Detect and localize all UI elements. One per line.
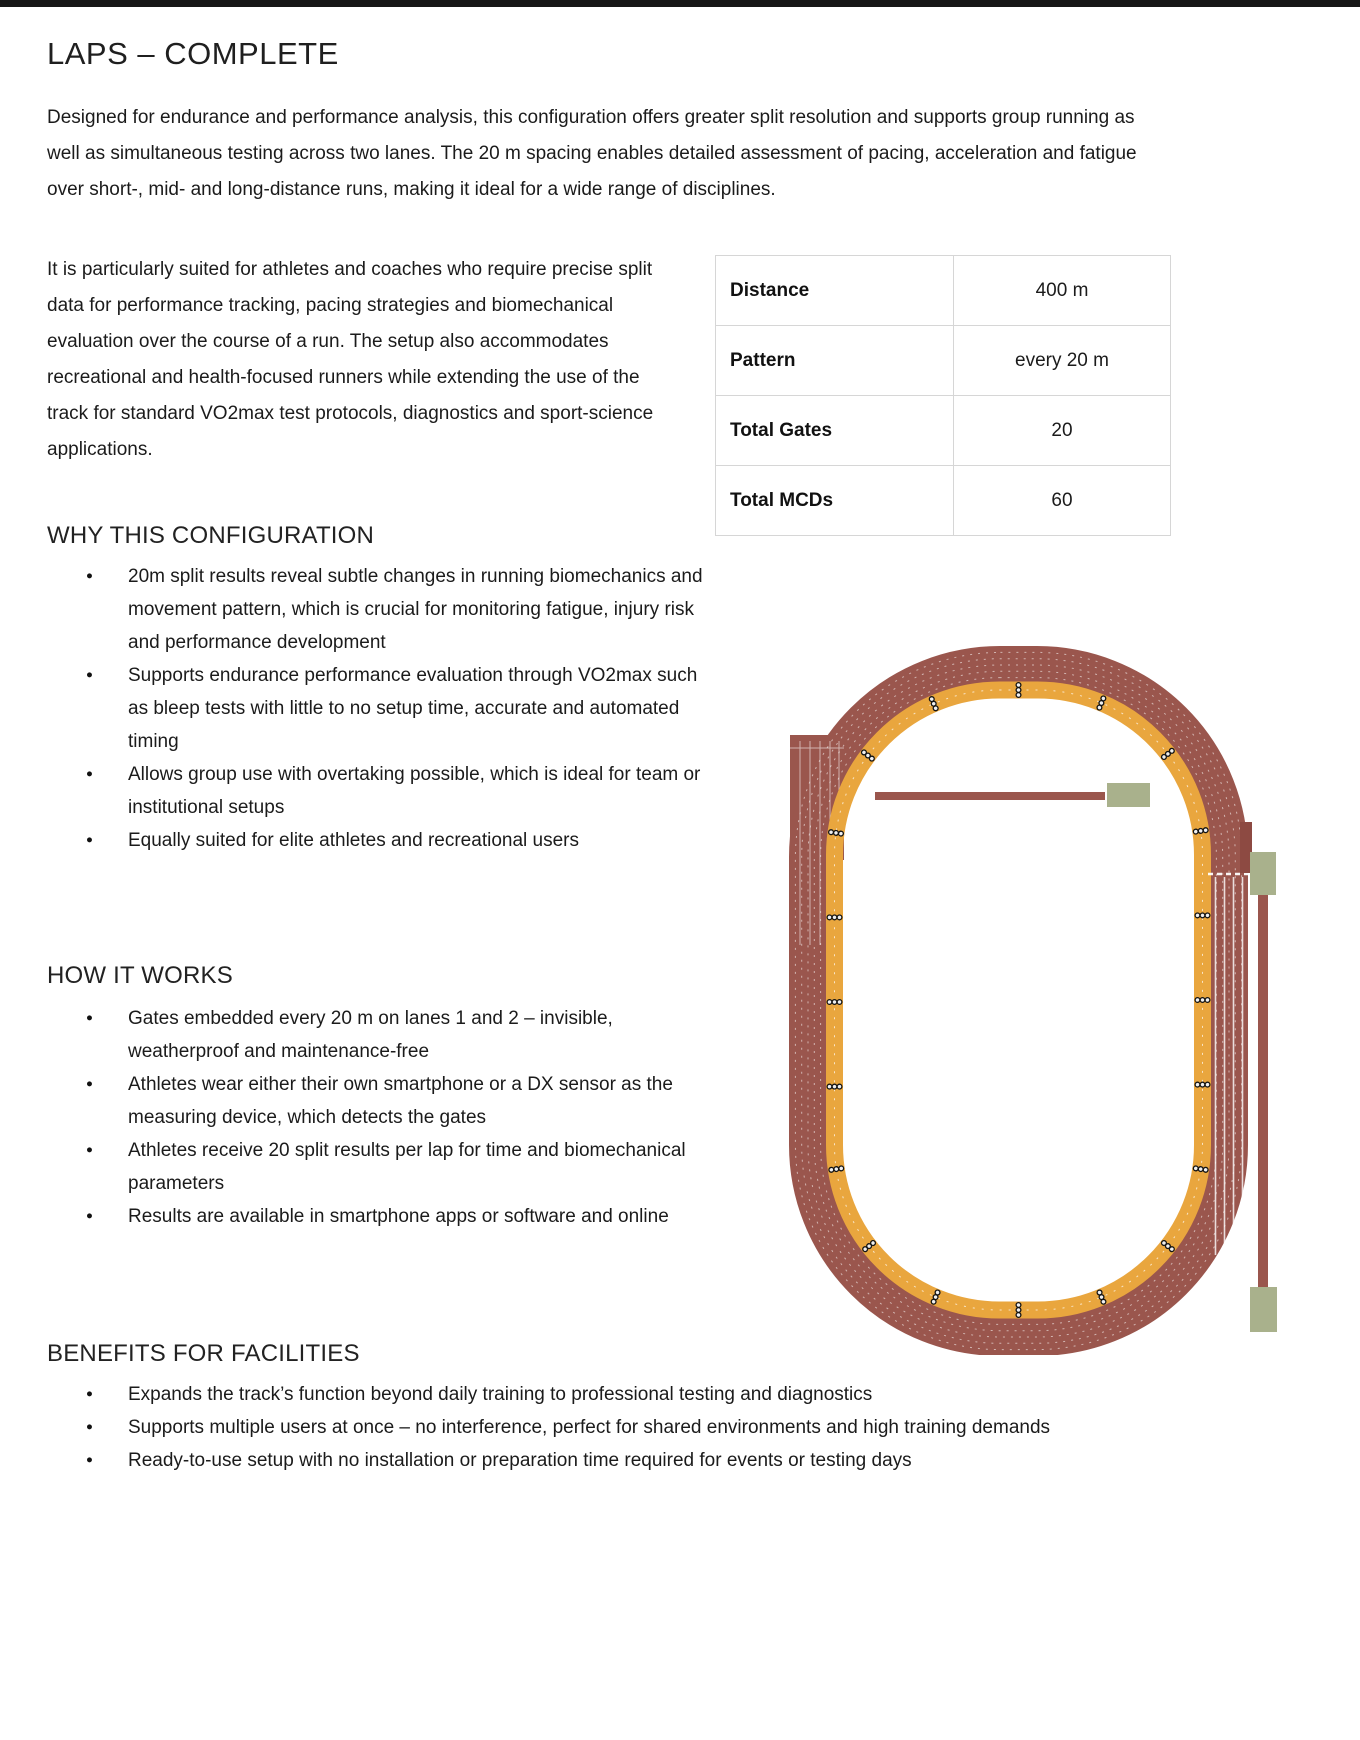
gate-marker — [1195, 913, 1210, 918]
side-equipment — [1250, 852, 1277, 1332]
spec-label-distance: Distance — [716, 256, 954, 326]
gate-marker — [1016, 683, 1021, 698]
why-list — [47, 560, 703, 857]
spec-label-total-gates: Total Gates — [716, 396, 954, 466]
spec-table — [715, 255, 1171, 536]
list-item: ● Supports endurance performance evaluation through VO2max such as bleep tests with little to no setup time, accurate and automated timing — [128, 659, 703, 758]
table-row — [716, 326, 1171, 396]
side-rail — [1258, 895, 1268, 1287]
list-item: ● Athletes wear either their own smartphone or a DX sensor as the measuring device, which detects the gates — [128, 1068, 713, 1134]
list-item: ● Equally suited for elite athletes and recreational users — [128, 824, 703, 857]
how-list — [47, 1002, 713, 1233]
list-item: ● Gates embedded every 20 m on lanes 1 and 2 – invisible, weatherproof and maintenance-free — [128, 1002, 713, 1068]
section-heading-benefits: BENEFITS FOR FACILITIES — [47, 1340, 360, 1367]
gate-marker — [1016, 1303, 1021, 1318]
gate-marker — [827, 1000, 842, 1005]
intro-paragraph: Designed for endurance and performance analysis, this configuration offers greater split resolution and supports group running as well as simultaneous testing across two lanes. The 20 m spacing enables detailed assessment of pacing, acceleration and fatigue over short-, mid- and long-distance runs, making it ideal for a wide range of disciplines. — [47, 107, 1137, 200]
infield-line — [875, 783, 1150, 807]
track-diagram — [760, 555, 1290, 1355]
list-item: ● Ready-to-use setup with no installation or preparation time required for events or testing days — [128, 1444, 1188, 1477]
gate-marker — [827, 1084, 842, 1089]
gate-marker — [1195, 1082, 1210, 1087]
spec-label-pattern: Pattern — [716, 326, 954, 396]
benefits-list — [47, 1378, 1188, 1477]
suitability-paragraph: It is particularly suited for athletes and coaches who require precise split data for performance tracking, pacing strategies and biomechanical evaluation over the course of a run. The setup also accommodates recreational and health-focused runners while extending the use of the track for standard VO2max test protocols, diagnostics and sport-science applications. — [47, 259, 654, 460]
list-item: ● Supports multiple users at once – no interference, perfect for shared environments and high training demands — [128, 1411, 1188, 1444]
spec-value-distance: 400 m — [954, 256, 1171, 326]
gate-marker — [827, 915, 842, 920]
list-item: ● Athletes receive 20 split results per lap for time and biomechanical parameters — [128, 1134, 713, 1200]
list-item: ● Results are available in smartphone apps or software and online — [128, 1200, 713, 1233]
section-heading-why: WHY THIS CONFIGURATION — [47, 522, 375, 549]
list-item: ● Expands the track’s function beyond daily training to professional testing and diagnostics — [128, 1378, 1188, 1411]
spec-label-total-mcds: Total MCDs — [716, 466, 954, 536]
spec-value-total-mcds: 60 — [954, 466, 1171, 536]
gate-marker — [1195, 998, 1210, 1003]
section-heading-how: HOW IT WORKS — [47, 962, 233, 989]
list-item: ● Allows group use with overtaking possible, which is ideal for team or institutional setups — [128, 758, 703, 824]
equipment-mat-right-upper — [1250, 852, 1276, 895]
gate-markers — [827, 683, 1210, 1318]
table-row — [716, 466, 1171, 536]
spec-value-total-gates: 20 — [954, 396, 1171, 466]
equipment-mat-right-lower — [1250, 1287, 1277, 1332]
table-row — [716, 256, 1171, 326]
window-edge — [0, 0, 1360, 7]
equipment-mat-infield — [1107, 783, 1150, 807]
spec-value-pattern: every 20 m — [954, 326, 1171, 396]
table-row — [716, 396, 1171, 466]
page-title: LAPS – COMPLETE — [47, 36, 339, 71]
list-item: ● 20m split results reveal subtle changes in running biomechanics and movement pattern, which is crucial for monitoring fatigue, injury risk and performance development — [128, 560, 703, 659]
